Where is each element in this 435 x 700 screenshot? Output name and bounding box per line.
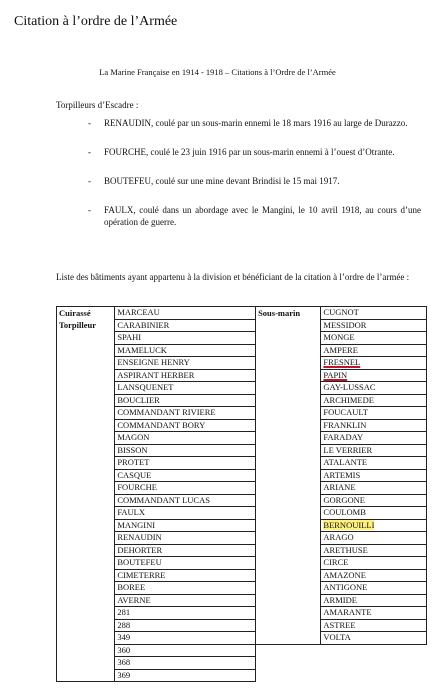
ship-type-cell: [57, 644, 115, 657]
ship-type-cell: [57, 607, 115, 620]
ship-name-cell: [321, 594, 427, 607]
ship-type-cell: [57, 344, 115, 357]
document-subtitle: La Marine Française en 1914 - 1918 – Citations à l’Ordre de l’Armée: [99, 67, 336, 77]
ship-name-cell: [321, 507, 427, 520]
ship-type-cell: [256, 382, 321, 395]
table-row: [57, 382, 427, 395]
cell-text: GAY-LUSSAC: [323, 382, 376, 393]
ship-type-cell: [57, 669, 115, 682]
table-row: [57, 469, 427, 482]
cell-text: 368: [117, 657, 131, 668]
ship-name-cell: [321, 407, 427, 420]
ship-type-cell: [256, 457, 321, 470]
table-row: [57, 369, 427, 382]
ship-name-cell: [115, 494, 256, 507]
ship-type-cell: [256, 557, 321, 570]
ship-type-cell: [256, 369, 321, 382]
list-item: [56, 204, 421, 228]
ship-type-cell: [57, 507, 115, 520]
ship-type-cell: [256, 469, 321, 482]
ship-type-cell: [57, 544, 115, 557]
cell-text: Sous-marin: [258, 307, 301, 318]
cell-text: COMMANDANT LUCAS: [117, 494, 210, 505]
ship-name-cell: [321, 457, 427, 470]
ship-type-cell: [256, 632, 321, 645]
ship-name-cell: [321, 307, 427, 320]
cell-text: FOUCAULT: [323, 407, 368, 418]
table-row: [57, 532, 427, 545]
cell-text: ANTIGONE: [323, 582, 368, 593]
cell-text: MESSIDOR: [323, 319, 367, 330]
ship-name-cell: [321, 644, 427, 657]
table-row: [57, 644, 427, 657]
cell-text: ARAGO: [323, 532, 354, 543]
cell-text: ENSEIGNE HENRY: [117, 357, 190, 368]
ship-type-cell: [256, 407, 321, 420]
cell-text: AMPERE: [323, 344, 358, 355]
table-row: [57, 319, 427, 332]
cell-text: MAGON: [117, 432, 150, 443]
ship-type-cell: [256, 519, 321, 532]
ship-type-cell: [256, 432, 321, 445]
list-item-text: RENAUDIN, coulé par un sous-marin ennemi le 18 mars 1916 au large de Durazzo.: [104, 118, 408, 128]
table-row: [57, 432, 427, 445]
ship-type-cell: [256, 569, 321, 582]
cell-text: DEHORTER: [117, 544, 163, 555]
ship-type-cell: [256, 507, 321, 520]
ship-type-cell: [256, 444, 321, 457]
cell-text: CIMETERRE: [117, 569, 166, 580]
cell-text: PAPIN: [323, 369, 348, 380]
ship-name-cell: [115, 519, 256, 532]
ship-name-cell: [321, 344, 427, 357]
table-row: [57, 344, 427, 357]
cell-text: ARETHUSE: [323, 544, 368, 555]
list-item-text: FOURCHE, coulé le 23 juin 1916 par un sous-marin ennemi à l’ouest d’Otrante.: [104, 147, 395, 157]
section-label: Torpilleurs d’Escadre :: [56, 100, 139, 110]
ship-name-cell: [321, 519, 427, 532]
ship-type-cell: [256, 357, 321, 370]
ship-name-cell: [321, 369, 427, 382]
ship-name-cell: [115, 419, 256, 432]
bullet: -: [88, 118, 91, 128]
ship-type-cell: [57, 594, 115, 607]
cell-text: MONGE: [323, 332, 355, 343]
ship-type-cell: [256, 619, 321, 632]
ship-type-cell: [57, 519, 115, 532]
ship-name-cell: [115, 657, 256, 670]
table-row: [57, 607, 427, 620]
bullet: -: [88, 147, 91, 157]
ship-type-cell: [256, 582, 321, 595]
table-row: [57, 357, 427, 370]
ship-name-cell: [115, 457, 256, 470]
cell-text: ASPIRANT HERBER: [117, 369, 195, 380]
ship-name-cell: [115, 607, 256, 620]
table-row: [57, 569, 427, 582]
ship-name-cell: [321, 494, 427, 507]
ship-name-cell: [115, 369, 256, 382]
ship-name-cell: [115, 382, 256, 395]
table-row: [57, 394, 427, 407]
ship-name-cell: [321, 482, 427, 495]
ship-name-cell: [115, 632, 256, 645]
bullet: -: [88, 176, 91, 186]
ship-type-cell: [57, 332, 115, 345]
table-row: [57, 632, 427, 645]
cell-text: COULOMB: [323, 507, 366, 518]
ship-name-cell: [321, 332, 427, 345]
ship-type-cell: [57, 457, 115, 470]
cell-text: FRESNEL: [323, 357, 361, 368]
cell-text: 281: [117, 607, 131, 618]
ship-name-cell: [321, 432, 427, 445]
cell-text: LE VERRIER: [323, 444, 373, 455]
ship-name-cell: [321, 544, 427, 557]
ship-name-cell: [321, 357, 427, 370]
cell-text: CASQUE: [117, 469, 152, 480]
ship-name-cell: [321, 382, 427, 395]
cell-text: AMAZONE: [323, 569, 366, 580]
ship-type-cell: [57, 369, 115, 382]
ship-type-cell: [256, 332, 321, 345]
cell-text: CARABINIER: [117, 319, 170, 330]
cell-text: BERNOUILLI: [323, 519, 375, 530]
cell-text: SPAHI: [117, 332, 142, 343]
table-row: [57, 494, 427, 507]
cell-text: 288: [117, 619, 131, 630]
ship-name-cell: [115, 544, 256, 557]
page-title: Citation à l’ordre de l’Armée: [14, 14, 178, 29]
ship-type-cell: [57, 319, 115, 332]
ship-name-cell: [115, 557, 256, 570]
ship-type-cell: [57, 444, 115, 457]
ship-name-cell: [115, 507, 256, 520]
ship-type-cell: [256, 607, 321, 620]
ship-name-cell: [321, 419, 427, 432]
ship-name-cell: [115, 569, 256, 582]
list-item: [56, 146, 421, 158]
table-row: [57, 594, 427, 607]
ship-type-cell: [256, 307, 321, 320]
ship-name-cell: [115, 357, 256, 370]
cell-text: MANGINI: [117, 519, 156, 530]
table-row: [57, 557, 427, 570]
cell-text: ARCHIMEDE: [323, 394, 374, 405]
ship-name-cell: [321, 532, 427, 545]
table-row: [57, 457, 427, 470]
ship-name-cell: [321, 569, 427, 582]
table-row: [57, 669, 427, 682]
ship-type-cell: [57, 357, 115, 370]
ship-name-cell: [115, 669, 256, 682]
cell-text: Cuirassé: [59, 307, 91, 318]
table-row: [57, 619, 427, 632]
ship-name-cell: [115, 444, 256, 457]
ship-name-cell: [321, 319, 427, 332]
ship-type-cell: [57, 419, 115, 432]
ship-name-cell: [321, 582, 427, 595]
ship-type-cell: [256, 319, 321, 332]
cell-text: GORGONE: [323, 494, 365, 505]
ship-type-cell: [256, 544, 321, 557]
cell-text: FOURCHE: [117, 482, 157, 493]
list-item-text: FAULX, coulé dans un abordage avec le Mangini, le 10 avril 1918, au cours d’une opération de guerre.: [104, 205, 421, 227]
cell-text: VOLTA: [323, 632, 351, 643]
cell-text: BOUTEFEU: [117, 557, 162, 568]
table-row: [57, 482, 427, 495]
ship-name-cell: [115, 532, 256, 545]
cell-text: 349: [117, 632, 131, 643]
ship-name-cell: [115, 644, 256, 657]
ship-type-cell: [57, 407, 115, 420]
cell-text: FARADAY: [323, 432, 364, 443]
ship-type-cell: [256, 494, 321, 507]
losses-list: [56, 117, 421, 245]
ship-name-cell: [115, 432, 256, 445]
ship-name-cell: [115, 582, 256, 595]
ship-name-cell: [115, 394, 256, 407]
cell-text: AVERNE: [117, 594, 151, 605]
cell-text: ATALANTE: [323, 457, 368, 468]
table-row: [57, 582, 427, 595]
ship-name-cell: [321, 607, 427, 620]
ship-name-cell: [321, 394, 427, 407]
list-item-text: BOUTEFEU, coulé sur une mine devant Brindisi le 15 mai 1917.: [104, 176, 340, 186]
ship-name-cell: [115, 407, 256, 420]
cell-text: ASTREE: [323, 619, 356, 630]
cell-text: COMMANDANT RIVIERE: [117, 407, 216, 418]
ship-name-cell: [321, 619, 427, 632]
ship-type-cell: [57, 657, 115, 670]
ship-type-cell: [57, 532, 115, 545]
cell-text: MARCEAU: [117, 307, 160, 318]
ship-type-cell: [57, 394, 115, 407]
cell-text: AMARANTE: [323, 607, 372, 618]
table-row: [57, 507, 427, 520]
ship-type-cell: [256, 669, 321, 682]
ship-name-cell: [115, 307, 256, 320]
ship-name-cell: [115, 619, 256, 632]
cell-text: 369: [117, 669, 131, 680]
ship-type-cell: [57, 494, 115, 507]
ship-name-cell: [321, 657, 427, 670]
cell-text: PROTET: [117, 457, 150, 468]
cell-text: Torpilleur: [59, 319, 96, 330]
table-row: [57, 519, 427, 532]
ship-type-cell: [256, 657, 321, 670]
cell-text: FAULX: [117, 507, 146, 518]
cell-text: RENAUDIN: [117, 532, 162, 543]
cell-text: ARIANE: [323, 482, 356, 493]
cell-text: BISSON: [117, 444, 148, 455]
ship-type-cell: [57, 307, 115, 320]
ship-name-cell: [321, 632, 427, 645]
table-row: [57, 657, 427, 670]
cell-text: BOUCLIER: [117, 394, 160, 405]
ship-type-cell: [57, 432, 115, 445]
list-item: [56, 175, 421, 187]
ship-name-cell: [115, 319, 256, 332]
ship-name-cell: [321, 669, 427, 682]
bullet: -: [88, 205, 91, 215]
ships-table: [56, 306, 427, 682]
ships-table-body: [57, 307, 427, 682]
ship-type-cell: [256, 594, 321, 607]
ship-name-cell: [321, 444, 427, 457]
cell-text: LANSQUENET: [117, 382, 174, 393]
list-intro: Liste des bâtiments ayant appartenu à la division et bénéficiant de la citation à l’ordre de l’armée :: [56, 272, 410, 282]
cell-text: BOREE: [117, 582, 146, 593]
ship-name-cell: [115, 594, 256, 607]
ship-type-cell: [57, 619, 115, 632]
ship-type-cell: [256, 419, 321, 432]
table-row: [57, 332, 427, 345]
ship-type-cell: [57, 557, 115, 570]
cell-text: COMMANDANT BORY: [117, 419, 206, 430]
ship-type-cell: [57, 382, 115, 395]
table-row: [57, 407, 427, 420]
ship-type-cell: [256, 394, 321, 407]
cell-text: 360: [117, 644, 131, 655]
cell-text: ARTEMIS: [323, 469, 361, 480]
ship-type-cell: [256, 644, 321, 657]
ship-type-cell: [57, 469, 115, 482]
ship-name-cell: [321, 557, 427, 570]
ship-name-cell: [321, 469, 427, 482]
table-row: [57, 444, 427, 457]
ship-name-cell: [115, 344, 256, 357]
ship-name-cell: [115, 332, 256, 345]
cell-text: ARMIDE: [323, 594, 357, 605]
cell-text: CUGNOT: [323, 307, 359, 318]
ship-name-cell: [115, 482, 256, 495]
ship-type-cell: [57, 569, 115, 582]
list-item: [56, 117, 421, 129]
ship-type-cell: [256, 532, 321, 545]
ship-type-cell: [256, 482, 321, 495]
table-row: [57, 419, 427, 432]
cell-text: MAMELUCK: [117, 344, 167, 355]
ship-type-cell: [256, 344, 321, 357]
ship-type-cell: [57, 582, 115, 595]
table-row: [57, 307, 427, 320]
table-row: [57, 544, 427, 557]
cell-text: FRANKLIN: [323, 419, 367, 430]
ship-name-cell: [115, 469, 256, 482]
ship-type-cell: [57, 482, 115, 495]
cell-text: CIRCE: [323, 557, 349, 568]
ship-type-cell: [57, 632, 115, 645]
